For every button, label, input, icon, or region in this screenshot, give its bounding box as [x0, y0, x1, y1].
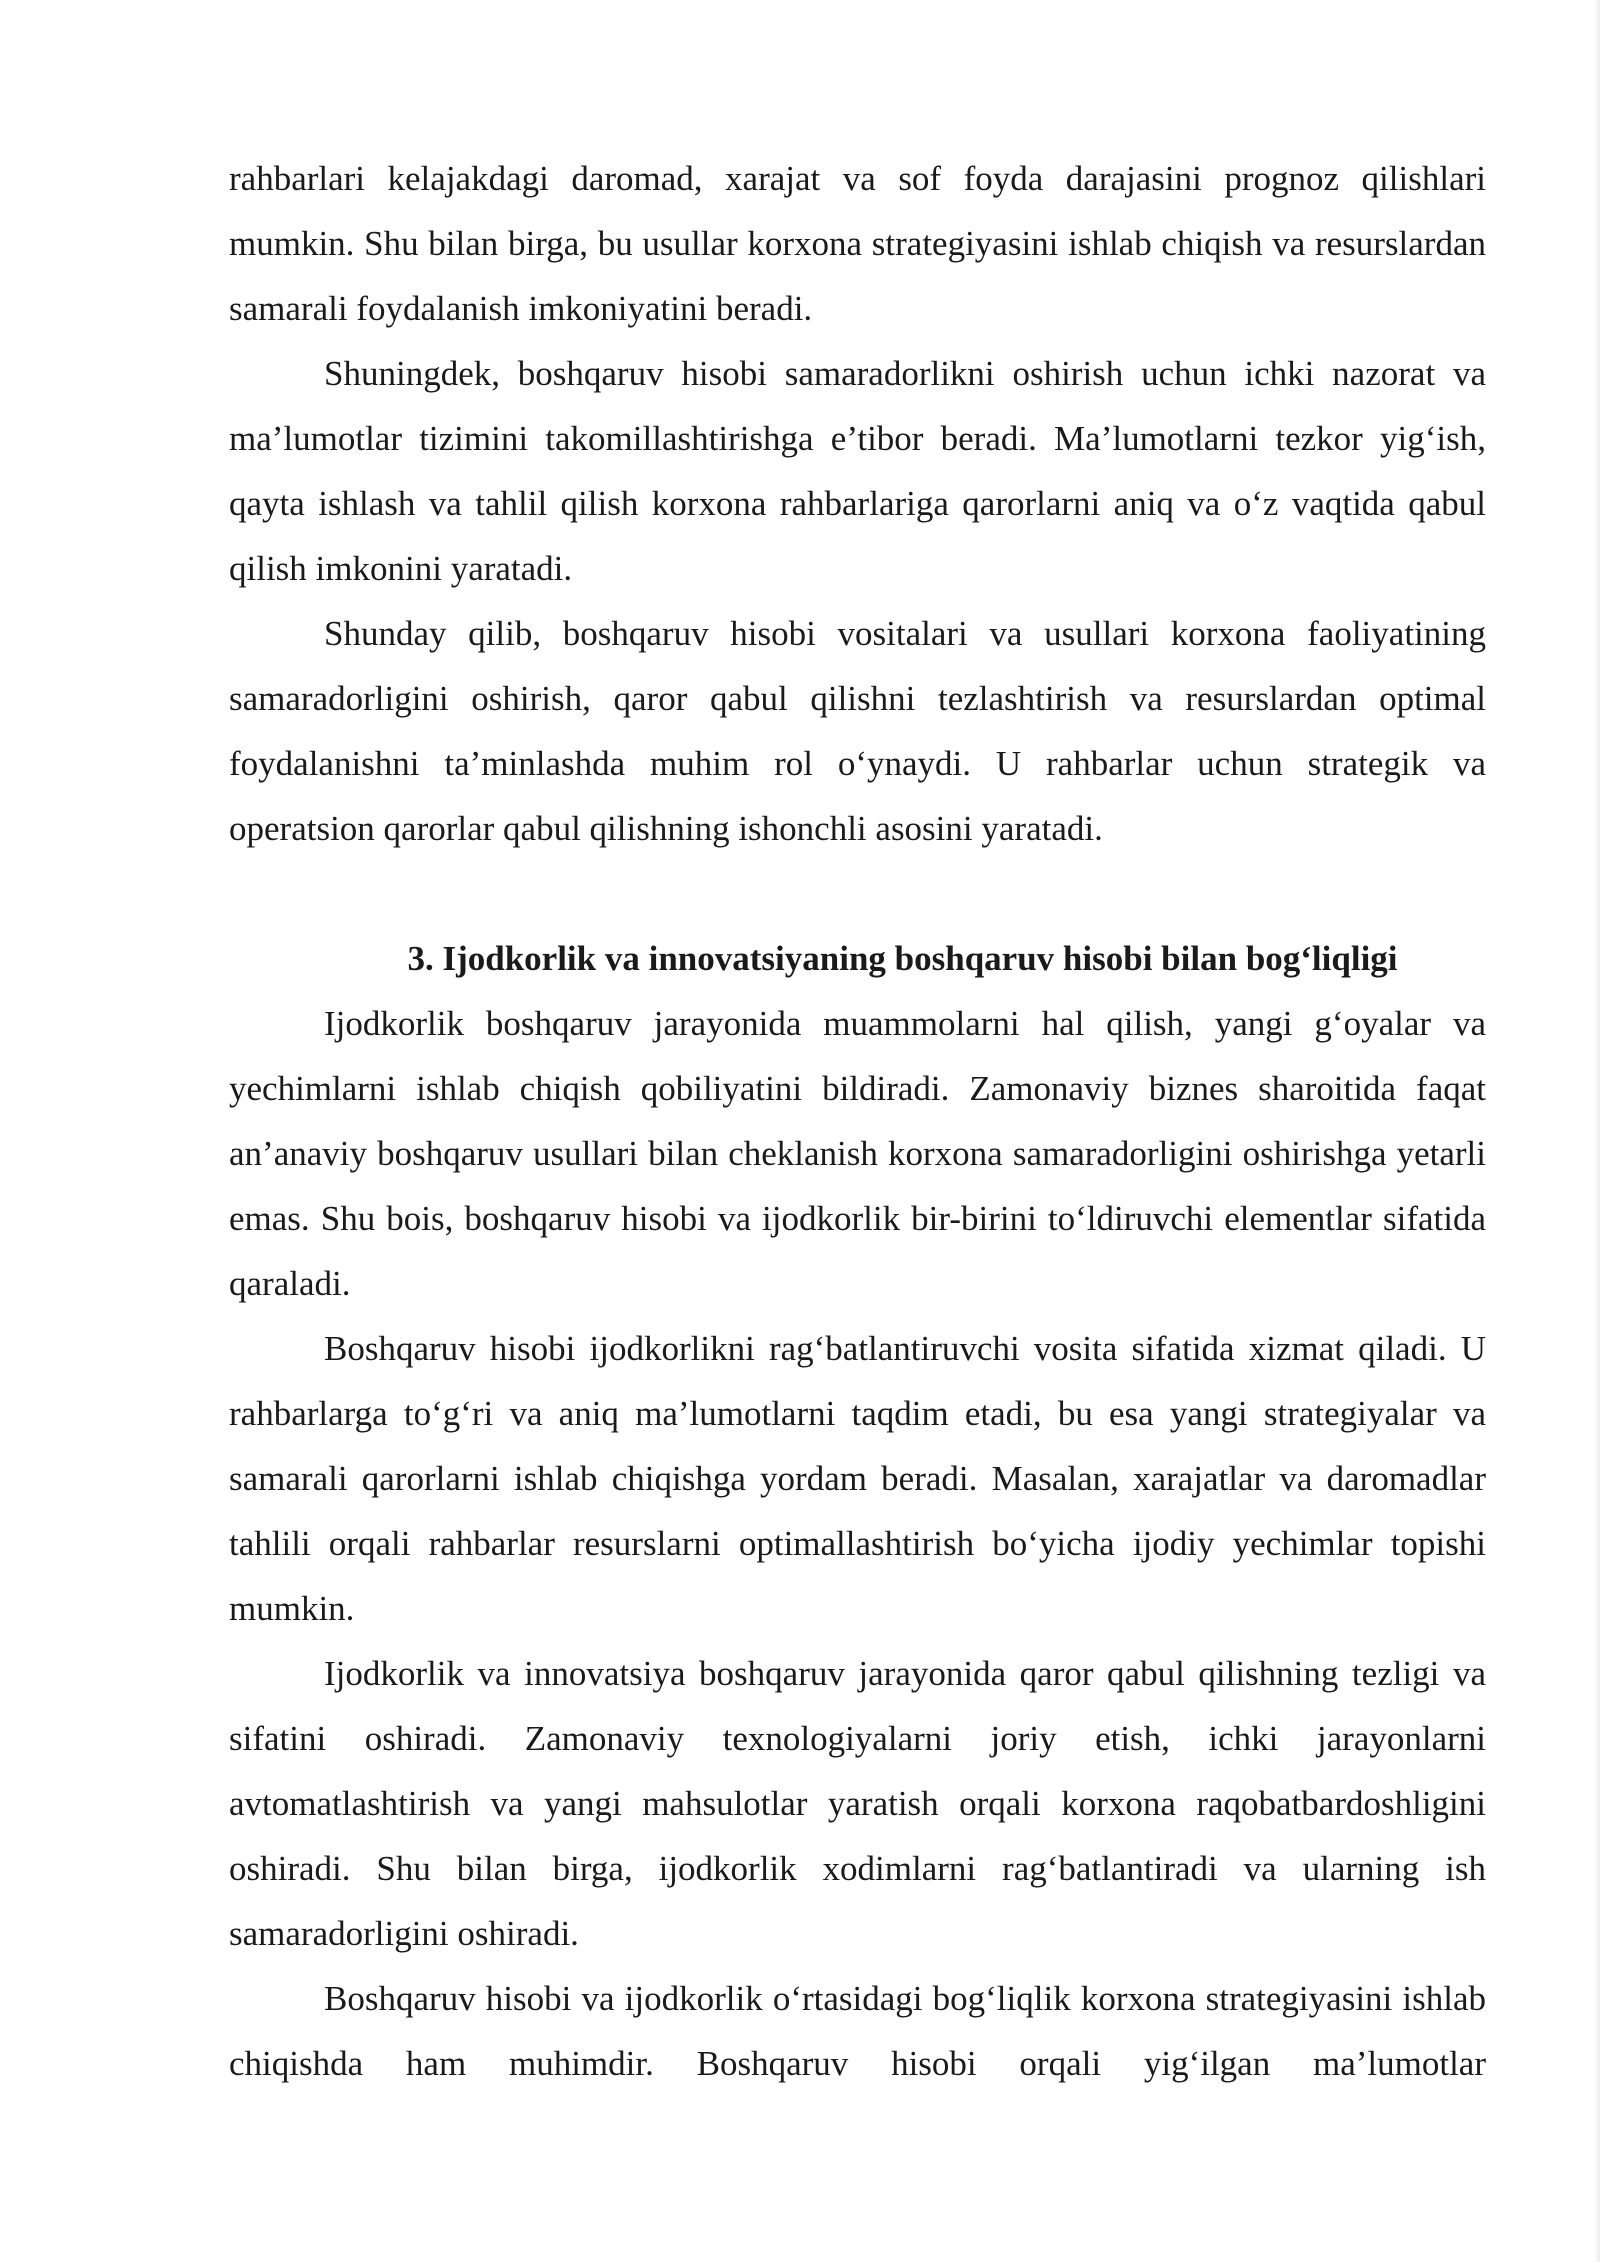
paragraph-3: Shunday qilib, boshqaruv hisobi vositalari va usullari korxona faoliyatining samaradorligini oshirish, qaror qabul qilishni tezlashtirish va resurslardan optimal foydalanishni ta’minlashda muhim rol o‘ynaydi. U rahbarlar uchun strategik va operatsion qarorlar qabul qilishning ishonchli asosini yaratadi. — [229, 614, 1486, 848]
document-page — [229, 146, 1486, 2096]
section-heading: 3. Ijodkorlik va innovatsiyaning boshqaruv hisobi bilan bog‘liqligi — [407, 939, 1398, 978]
paragraph-7: Boshqaruv hisobi va ijodkorlik o‘rtasidagi bog‘liqlik korxona strategiyasini ishlab chiqishda ham muhimdir. Boshqaruv hisobi orqali yig‘ilgan ma’lumotlar — [229, 1979, 1486, 2083]
paragraph-5: Boshqaruv hisobi ijodkorlikni rag‘batlantiruvchi vosita sifatida xizmat qiladi. U rahbarlarga to‘g‘ri va aniq ma’lumotlarni taqdim etadi, bu esa yangi strategiyalar va samarali qarorlarni ishlab chiqishga yordam beradi. Masalan, xarajatlar va daromadlar tahlili orqali rahbarlar resurslarni optimallashtirish bo‘yicha ijodiy yechimlar topishi mumkin. — [229, 1329, 1486, 1628]
section-spacer — [229, 861, 1486, 926]
paragraph-6: Ijodkorlik va innovatsiya boshqaruv jarayonida qaror qabul qilishning tezligi va sifatini oshiradi. Zamonaviy texnologiyalarni joriy etish, ichki jarayonlarni avtomatlashtirish va yangi mahsulotlar yaratish orqali korxona raqobatbardoshligini oshiradi. Shu bilan birga, ijodkorlik xodimlarni rag‘batlantiradi va ularning ish samaradorligini oshiradi. — [229, 1654, 1486, 1953]
paragraph-1: rahbarlari kelajakdagi daromad, xarajat va sof foyda darajasini prognoz qilishlari mumkin. Shu bilan birga, bu usullar korxona strategiyasini ishlab chiqish va resurslardan samarali foydalanish imkoniyatini beradi. — [229, 159, 1486, 328]
paragraph-4: Ijodkorlik boshqaruv jarayonida muammolarni hal qilish, yangi g‘oyalar va yechimlarni ishlab chiqish qobiliyatini bildiradi. Zamonaviy biznes sharoitida faqat an’anaviy boshqaruv usullari bilan cheklanish korxona samaradorligini oshirishga yetarli emas. Shu bois, boshqaruv hisobi va ijodkorlik bir-birini to‘ldiruvchi elementlar sifatida qaraladi. — [229, 1004, 1486, 1303]
paragraph-2: Shuningdek, boshqaruv hisobi samaradorlikni oshirish uchun ichki nazorat va ma’lumotlar tizimini takomillashtirishga e’tibor beradi. Ma’lumotlarni tezkor yig‘ish, qayta ishlash va tahlil qilish korxona rahbarlariga qarorlarni aniq va o‘z vaqtida qabul qilish imkonini yaratadi. — [229, 354, 1486, 588]
page-edge-shadow — [1594, 0, 1600, 2262]
